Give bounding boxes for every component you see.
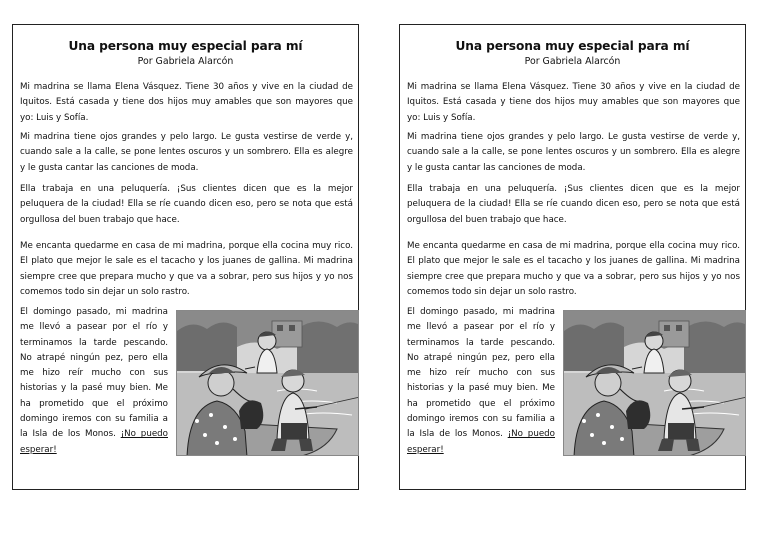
story-author: Por Gabriela Alarcón xyxy=(137,56,234,67)
exclamation-text: ¡No puedo esperar! xyxy=(20,429,168,455)
worksheet-page-left xyxy=(12,24,359,490)
paragraph-5-text: El domingo pasado, mi madrina me llevó a pasear por el río y terminamos la tarde pescando. No atrapé ningún pez, pero ella me hizo reír mucho con sus historias y la pasé muy bien. Me ha prometido que el próximo domingo iremos con su familia a la Isla de los Monos. xyxy=(407,307,555,440)
story-title: Una persona muy especial para mí xyxy=(68,39,303,53)
paragraph-2: Mi madrina tiene ojos grandes y pelo largo. Le gusta vestirse de verde y, cuando sale a la calle, se pone lentes oscuros y un sombrero. Ella es alegre y le gusta cantar las canciones de moda. xyxy=(407,132,740,173)
paragraph-5 xyxy=(407,305,555,458)
paragraph-4: Me encanta quedarme en casa de mi madrina, porque ella cocina muy rico. El plato que mejor le sale es el tacacho y los juanes de gallina. Mi madrina siempre cree que prepara mucho y que va a sobrar, pero sus hijos y yo nos comemos todo sin dejar un solo rastro. xyxy=(407,241,740,297)
paragraph-5-text: El domingo pasado, mi madrina me llevó a pasear por el río y terminamos la tarde pescando. No atrapé ningún pez, pero ella me hizo reír mucho con sus historias y la pasé muy bien. Me ha prometido que el próximo domingo iremos con su familia a la Isla de los Monos. xyxy=(20,307,168,440)
paragraph-3: Ella trabaja en una peluquería. ¡Sus clientes dicen que es la mejor peluquera de la ciudad! Ella se ríe cuando dicen eso, pero se nota que está orgullosa del buen trabajo que hace. xyxy=(20,184,353,225)
story-author: Por Gabriela Alarcón xyxy=(524,56,621,67)
paragraph-3: Ella trabaja en una peluquería. ¡Sus clientes dicen que es la mejor peluquera de la ciudad! Ella se ríe cuando dicen eso, pero se nota que está orgullosa del buen trabajo que hace. xyxy=(407,184,740,225)
boat-fishing-illustration xyxy=(563,310,746,456)
worksheet-page-right xyxy=(399,24,746,490)
exclamation-text: ¡No puedo esperar! xyxy=(407,429,555,455)
paragraph-1: Mi madrina se llama Elena Vásquez. Tiene 30 años y vive en la ciudad de Iquitos. Está casada y tiene dos hijos muy amables que son mayores que yo: Luis y Sofía. xyxy=(20,82,353,123)
story-title: Una persona muy especial para mí xyxy=(455,39,690,53)
paragraph-1: Mi madrina se llama Elena Vásquez. Tiene 30 años y vive en la ciudad de Iquitos. Está casada y tiene dos hijos muy amables que son mayores que yo: Luis y Sofía. xyxy=(407,82,740,123)
boat-fishing-illustration xyxy=(176,310,359,456)
paragraph-4: Me encanta quedarme en casa de mi madrina, porque ella cocina muy rico. El plato que mejor le sale es el tacacho y los juanes de gallina. Mi madrina siempre cree que prepara mucho y que va a sobrar, pero sus hijos y yo nos comemos todo sin dejar un solo rastro. xyxy=(20,241,353,297)
paragraph-5 xyxy=(20,305,168,458)
paragraph-2: Mi madrina tiene ojos grandes y pelo largo. Le gusta vestirse de verde y, cuando sale a la calle, se pone lentes oscuros y un sombrero. Ella es alegre y le gusta cantar las canciones de moda. xyxy=(20,132,353,173)
